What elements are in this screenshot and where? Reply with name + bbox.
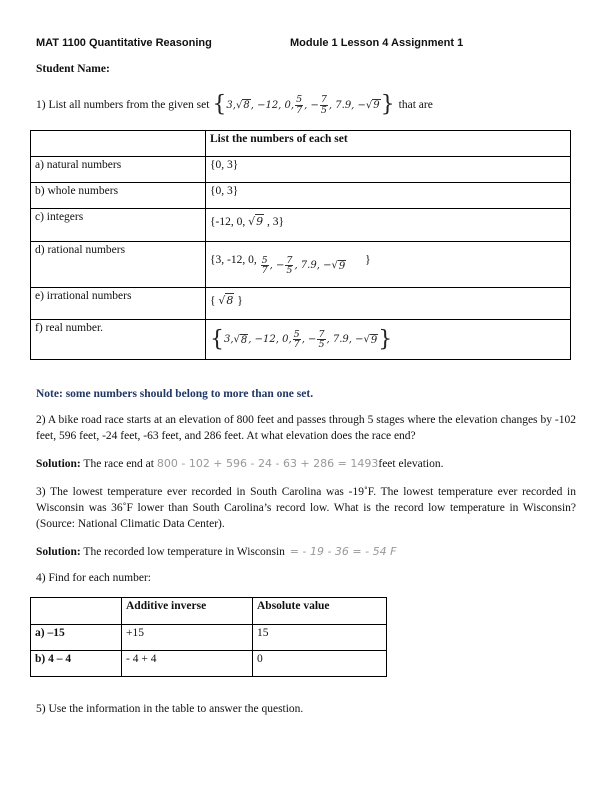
solution-label: Solution:	[36, 546, 81, 558]
student-name-label: Student Name:	[36, 63, 110, 75]
row-label: a) natural numbers	[31, 157, 206, 183]
row-answer: { √8 }	[206, 288, 571, 320]
table-header: List the numbers of each set	[206, 131, 571, 157]
table-row	[31, 651, 387, 677]
row-label: e) irrational numbers	[31, 288, 206, 320]
table-row	[31, 625, 387, 651]
row-label: b) whole numbers	[31, 183, 206, 209]
header-absolute-value: Absolute value	[253, 598, 387, 625]
q1-prefix: 1) List all numbers from the given set	[36, 99, 210, 111]
table-header-empty	[31, 131, 206, 157]
module-title: Module 1 Lesson 4 Assignment 1	[290, 37, 464, 49]
q5-prompt: 5) Use the information in the table to answer the question.	[36, 703, 304, 715]
note-text: Note: some numbers should belong to more than one set.	[36, 388, 314, 400]
table-row	[31, 242, 571, 288]
row-label: c) integers	[31, 209, 206, 242]
row-inverse: +15	[122, 625, 253, 651]
table-row	[31, 157, 571, 183]
row-label: f) real number.	[31, 320, 206, 360]
row-answer: {3, -12, 0, $\frac{5}{7}$ , − $\frac{7}{5}$ , 7.9, − √ 9 }	[206, 242, 571, 288]
table-row	[31, 288, 571, 320]
q3-solution: Solution: The recorded low temperature in Wisconsin = - 19 - 36 = - 54 F	[36, 545, 397, 558]
row-answer: { 3, √ 8 , −12, 0, $\frac{5}{7}$ , − $\frac{7}{5}$ , 7.9, − √ 9 }	[206, 320, 571, 360]
question-1	[36, 88, 433, 122]
table-row	[31, 209, 571, 242]
q4-prompt: 4) Find for each number:	[36, 572, 151, 584]
table-header-empty	[31, 598, 122, 625]
sets-table	[30, 130, 571, 360]
row-number: a) –15	[31, 625, 122, 651]
row-answer: {-12, 0, √9 , 3}	[206, 209, 571, 242]
q2-solution: Solution: The race end at 800 - 102 + 596 - 24 - 63 + 286 = 1493feet elevation.	[36, 457, 444, 470]
table-row	[31, 183, 571, 209]
row-inverse: - 4 + 4	[122, 651, 253, 677]
table-row	[31, 320, 571, 360]
given-set: { 3, √ 8 , −12, 0, $\frac{5}{7}$ , − $\frac{7}{5}$ , 7.9, − √ 9 }	[212, 92, 395, 117]
q3-text: 3) The lowest temperature ever recorded in South Carolina was -19˚F. The lowest temperature ever recorded in Wisconsin was 36˚F lower than South Carolina’s record low. What is the record low temperature in Wisconsin? (Source: National Climatic Data Center).	[36, 486, 576, 530]
q1-suffix: that are	[398, 99, 433, 111]
header-additive-inverse: Additive inverse	[122, 598, 253, 625]
row-answer: {0, 3}	[206, 157, 571, 183]
row-answer: {0, 3}	[206, 183, 571, 209]
question-3	[36, 484, 576, 532]
row-absolute: 15	[253, 625, 387, 651]
course-title: MAT 1100 Quantitative Reasoning	[36, 37, 212, 49]
question-2	[36, 412, 576, 444]
row-label: d) rational numbers	[31, 242, 206, 288]
q2-solution-math: 800 - 102 + 596 - 24 - 63 + 286 = 1493	[156, 457, 379, 470]
solution-label: Solution:	[36, 458, 81, 470]
row-number: b) 4 – 4	[31, 651, 122, 677]
q2-text: 2) A bike road race starts at an elevation of 800 feet and passes through 5 stages where the elevation changes by -102 feet, 596 feet, -24 feet, -63 feet, and 286 feet. At what elevation does the race end?	[36, 414, 576, 442]
row-absolute: 0	[253, 651, 387, 677]
q3-solution-math: = - 19 - 36 = - 54 F	[289, 545, 397, 558]
inverse-table	[30, 597, 387, 677]
